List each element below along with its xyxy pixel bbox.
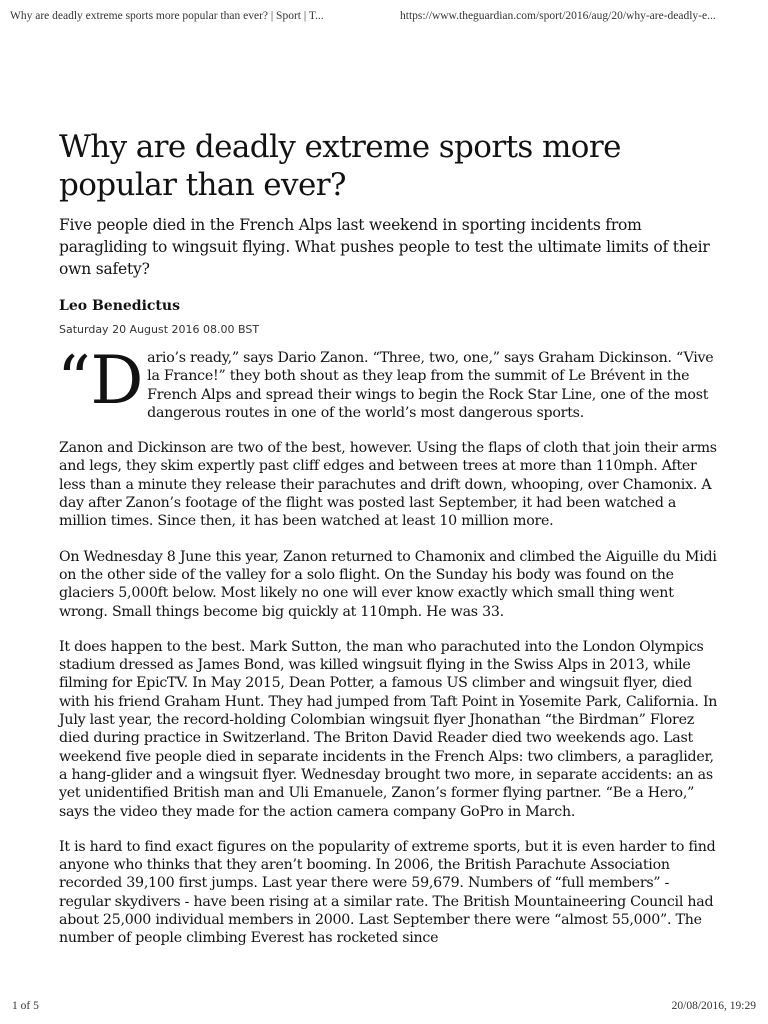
print-header (10, 10, 758, 26)
byline[interactable]: Leo Benedictus (59, 298, 180, 314)
paragraph-5: It is hard to find exact figures on the popularity of extreme sports, but it is even harder to find anyone who thinks that they aren’t booming. In 2006, the British Parachute Association recorded 39,100 first jumps. Last year there were 59,679. Numbers of “full members” - regular skydivers - have been rising at a similar rate. The British Mountaineering Council had about 25,000 individual members in 2000. Last September there were “almost 55,000”. The number of people climbing Everest has rocketed since (59, 838, 716, 947)
dateline: Saturday 20 August 2016 08.00 BST (59, 323, 260, 336)
print-footer (12, 1000, 756, 1014)
page-number: 1 of 5 (12, 1000, 39, 1012)
paragraph-4: It does happen to the best. Mark Sutton, the man who parachuted into the London Olympics stadium dressed as James Bond, was killed wingsuit flying in the Swiss Alps in 2013, while filming for EpicTV. In May 2015, Dean Potter, a famous US climber and wingsuit flyer, died with his friend Graham Hunt. They had jumped from Taft Point in Yosemite Park, California. In July last year, the record-holding Colombian wingsuit flyer Jhonathan “the Birdman” Florez died during practice in Switzerland. The Briton David Reader died two weekends ago. Last weekend five people died in separate incidents in the French Alps: two climbers, a paraglider, a hang-glider and a wingsuit flyer. Wednesday brought two more, in separate accidents: an as yet unidentified British man and Uli Emanuele, Zanon’s former flying partner. “Be a Hero,” says the video they made for the action camera company GoPro in March. (59, 638, 718, 820)
print-page-title: Why are deadly extreme sports more popular than ever? | Sport | T... (10, 10, 324, 22)
print-timestamp: 20/08/2016, 19:29 (671, 1000, 756, 1012)
paragraph-1 (57, 342, 719, 422)
print-page-url: https://www.theguardian.com/sport/2016/aug/20/why-are-deadly-e... (400, 10, 716, 22)
paragraph-1-text: ario’s ready,” says Dario Zanon. “Three, two, one,” says Graham Dickinson. “Vive la France!” they both shout as they leap from the summit of Le Brévent in the French Alps and spread their wings to begin the Rock Star Line, one of the most dangerous routes in one of the world’s most dangerous sports. (147, 350, 714, 421)
article-body (57, 342, 719, 948)
paragraph-3: On Wednesday 8 June this year, Zanon returned to Chamonix and climbed the Aiguille du Midi on the other side of the valley for a solo flight. On the Sunday his body was found on the glaciers 5,000ft below. Most likely no one will ever know exactly which small thing went wrong. Small things become big quickly at 110mph. He was 33. (59, 548, 717, 620)
article (59, 128, 719, 965)
paragraph-2: Zanon and Dickinson are two of the best, however. Using the flaps of cloth that join their arms and legs, they skim expertly past cliff edges and between trees at more than 110mph. After less than a minute they release their parachutes and drift down, whooping, over Chamonix. A day after Zanon’s footage of the flight was posted last September, it had been watched a million times. Since then, it has been watched at least 10 million more. (59, 440, 717, 530)
drop-cap: “D (57, 342, 144, 419)
standfirst: Five people died in the French Alps last weekend in sporting incidents from paragliding to wingsuit flying. What pushes people to test the ultimate limits of their own safety? (59, 216, 710, 278)
headline: Why are deadly extreme sports more popular than ever? (59, 129, 621, 203)
